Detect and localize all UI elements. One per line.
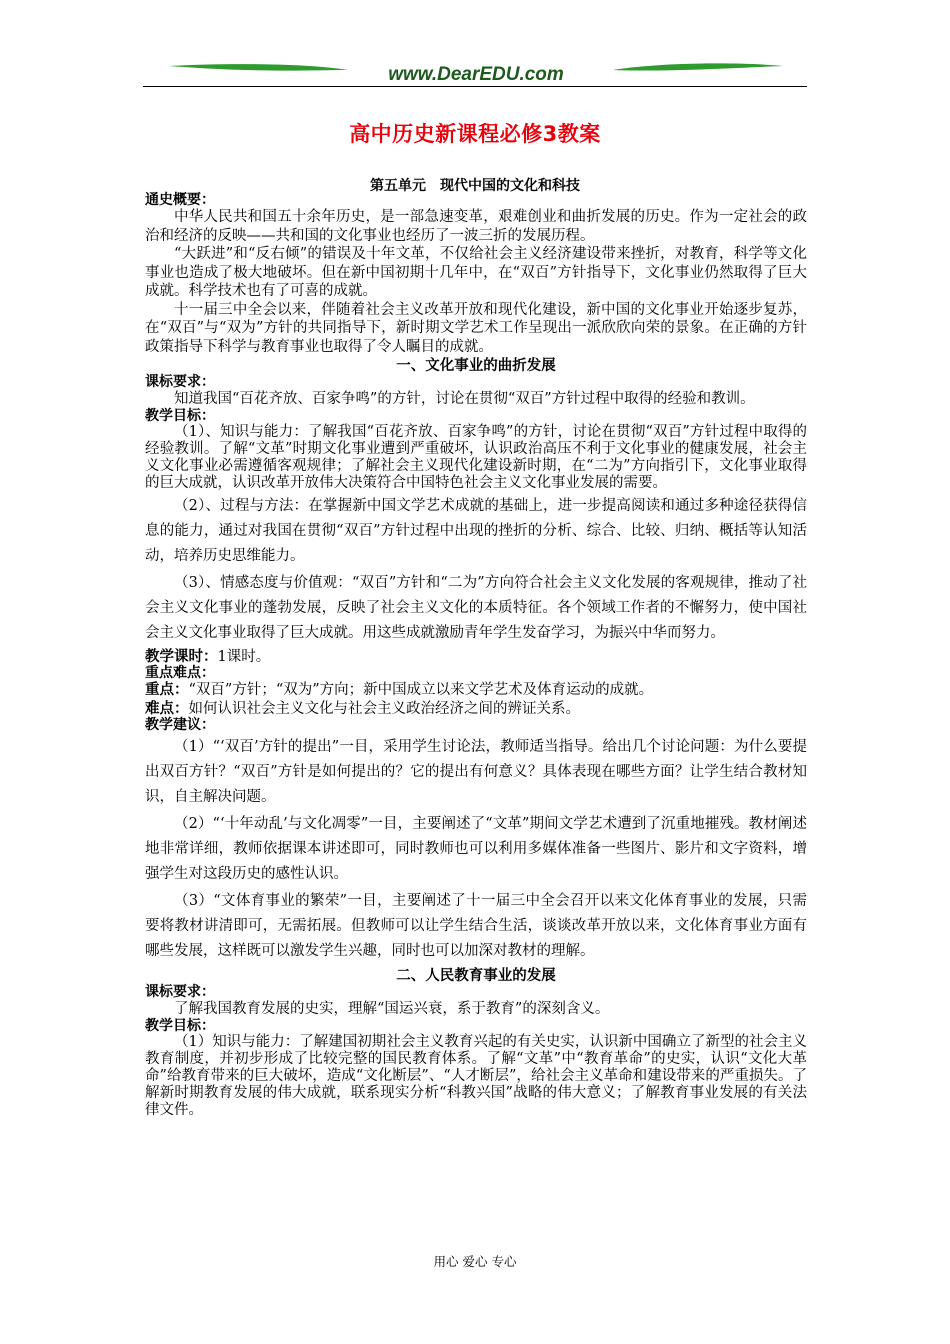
- s1-advice-3: （3）“文体育事业的繁荣”一目，主要阐述了十一届三中全会召开以来文化体育事业的发展，只需要将教材讲清即可，无需拓展。但教师可以让学生结合生活，谈谈改革开放以来，文化体育事业方面有哪些发展，这样既可以激发学生兴趣，同时也可以加深对教材的理解。: [145, 893, 807, 959]
- overview-label: 通史概要：: [145, 192, 215, 208]
- s2-standard-text: 了解我国教育发展的史实，理解“国运兴衰，系于教育”的深刻含义。: [174, 1001, 610, 1017]
- section-1-heading: 一、文化事业的曲折发展: [396, 357, 556, 374]
- overview-paragraph-3: 十一届三中全会以来，伴随着社会主义改革开放和现代化建设，新中国的文化事业开始逐步复苏，在“双百”与“双为”方针的共同指导下，新时期文学艺术工作呈现出一派欣欣向荣的景象。在正确的方针政策指导下科学与教育事业也取得了令人瞩目的成就。: [145, 301, 807, 355]
- s1-advice-label: 教学建议：: [145, 717, 215, 733]
- document-body: [145, 193, 807, 1119]
- s1-hours-value: 1课时。: [217, 648, 271, 665]
- s1-advice-1: （1）“‘双百’方针的提出”一目，采用学生讨论法，教师适当指导。给出几个讨论问题：为什么要提出双百方针？“双百”方针是如何提出的？它的提出有何意义？具体表现在哪些方面？让学生结合教材知识，自主解决问题。: [145, 739, 807, 805]
- section-2-heading: 二、人民教育事业的发展: [396, 967, 556, 984]
- page-footer: 用心 爱心 专心: [433, 1254, 517, 1269]
- s1-standard-label: 课标要求：: [145, 374, 215, 390]
- s1-difficulty-line: [145, 700, 807, 719]
- s1-difficulty-label: 难点：: [145, 699, 189, 717]
- unit-title: 第五单元 现代中国的文化和科技: [370, 178, 580, 194]
- right-swoosh: [613, 63, 783, 70]
- s1-goal-2: （2）、过程与方法：在掌握新中国文学艺术成就的基础上，进一步提高阅读和通过多种途径获得信息的能力，通过对我国在贯彻“双百”方针过程中出现的挫折的分析、综合、比较、归纳、概括等认知活动，培养历史思维能力。: [145, 497, 807, 564]
- s1-key-line: [145, 681, 807, 700]
- header-rule: [143, 86, 807, 87]
- header-logo: [143, 60, 807, 92]
- s1-goal-1: （1）、知识与能力：了解我国“百花齐放、百家争鸣”的方针，讨论在贯彻“双百”方针过程中取得的经验教训。了解“文革”时期文化事业遭到严重破坏，认识政治高压不利于文化事业的健康发展，社会主义文化事业必需遵循客观规律；了解社会主义现代化建设新时期，在“二为”方向指引下，文化事业取得的巨大成就，认识改革开放伟大决策符合中国特色社会主义文化事业发展的需要。: [145, 423, 807, 491]
- s1-goals-label: 教学目标：: [145, 407, 215, 424]
- s1-advice-2: （2）“‘十年动乱’与文化凋零”一目，主要阐述了“文革”期间文学艺术遭到了沉重地摧残。教材阐述地非常详细，教师依据课本讲述即可，同时教师也可以利用多媒体准备一些图片、影片和文字资料，增强学生对这段历史的感性认识。: [145, 816, 807, 882]
- s1-keypoints-label: 重点难点：: [145, 665, 215, 681]
- s1-difficulty-text: 如何认识社会主义文化与社会主义政治经济之间的辨证关系。: [188, 700, 580, 717]
- s2-standard-label: 课标要求：: [145, 984, 215, 1000]
- s1-goal-3: （3）、情感态度与价值观：“双百”方针和“二为”方向符合社会主义文化发展的客观规律，推动了社会主义文化事业的蓬勃发展，反映了社会主义文化的本质特征。各个领域工作者的不懈努力，使中国社会主义文化事业取得了巨大成就。用这些成就激励青年学生发奋学习，为振兴中华而努力。: [145, 574, 807, 641]
- site-logo-text: www.DearEDU.com: [388, 64, 564, 85]
- document-title: 高中历史新课程必修3教案: [349, 122, 601, 146]
- s2-goal-1: （1）知识与能力：了解建国初期社会主义教育兴起的有关史实，认识新中国确立了新型的社会主义教育制度，并初步形成了比较完整的国民教育体系。了解“文革”中“教育革命”的史实，认识“文化大革命”给教育带来的巨大破坏，造成“文化断层”、“人才断层”，给社会主义革命和建设带来的严重损失。了解新时期教育发展的伟大成就，联系现实分析“科教兴国”战略的伟大意义；了解教育事业发展的有关法律文件。: [145, 1033, 807, 1118]
- left-swoosh: [169, 64, 348, 71]
- s1-hours-line: [145, 648, 807, 667]
- s1-standard-text: 知道我国“百花齐放、百家争鸣”的方针，讨论在贯彻“双百”方针过程中取得的经验和教训。: [174, 391, 755, 407]
- overview-paragraph-2: “大跃进”和“反右倾”的错误及十年文革，不仅给社会主义经济建设带来挫折，对教育，科学等文化事业也造成了极大地破坏。但在新中国初期十几年中，在“双百”方针指导下，文化事业仍然取得了巨大成就。科学技术也有了可喜的成就。: [145, 246, 807, 299]
- s1-hours-label: 教学课时：: [145, 647, 218, 665]
- s1-key-text: “双百”方针；“双为”方向；新中国成立以来文学艺术及体育运动的成就。: [188, 682, 654, 698]
- s2-goals-label: 教学目标：: [145, 1017, 215, 1034]
- s1-key-label: 重点：: [145, 681, 189, 698]
- overview-paragraph-1: 中华人民共和国五十余年历史，是一部急速变革，艰难创业和曲折发展的历史。作为一定社会的政治和经济的反映——共和国的文化事业也经历了一波三折的发展历程。: [145, 209, 807, 244]
